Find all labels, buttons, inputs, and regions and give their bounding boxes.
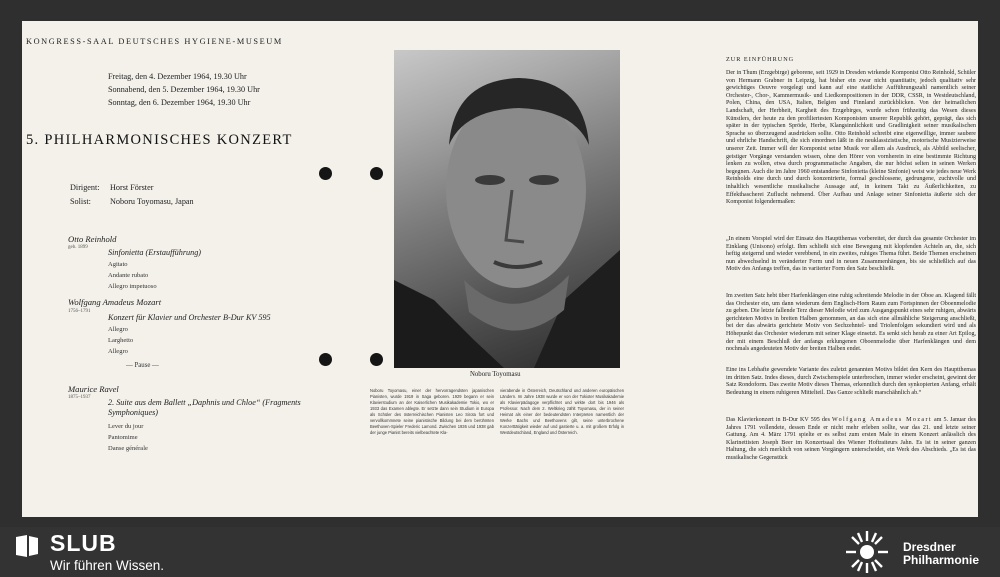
punch-hole (319, 353, 332, 366)
conductor-name: Horst Förster (110, 183, 154, 192)
work-title: 2. Suite aus dem Ballett „Daphnis und Chloe“ (Fragments Symphoniques) (108, 398, 301, 417)
movement: Larghetto (108, 337, 134, 344)
movement: Allegro (108, 326, 128, 333)
punch-hole (370, 353, 383, 366)
composer-years: 1756–1791 (68, 309, 91, 314)
work-title: Konzert für Klavier und Orchester B-Dur KV 595 (108, 313, 271, 322)
intro-text: am 5. Januar des Jahres 1791 vollendete, dessen Ende er nicht mehr erleben sollte, war das 21. und letzte seiner Gattung. Am 4. März 1791 spielte er es selbst zum ersten Male in einem Konzert anlässlich des Klarinettisten Joseph Beer im Konzertsaal des Wiener Hoftraiteurs Jahn. Es ist in seiner ganzen Haltung, die sich merklich von seinen Vorgängern unterscheidet, ein Werk des Abschieds. „Es ist das musikalische Gegenstück (726, 417, 976, 461)
soloist-line (70, 197, 194, 206)
soloist-label: Solist: (70, 197, 91, 206)
movement: Andante rubato (108, 272, 149, 279)
composer-name: Otto Reinhold (68, 234, 117, 244)
intro-paragraph: „In einem Vorspiel wird der Einsatz des Hauptthemas vorbereitet, der durch das gesamte Orchester im Einklang (Unisono) erfolgt. Ihm schließt sich eine Bewegung mit klopfenden Achteln an, die, sich heftig steigernd und wieder verebbend, in ein zweites, ruhiges Thema führt. Beide Themen erscheinen nun abwechselnd in veränderter Form und in neuen Zusammenhängen, bis sie schließlich auf das Motiv des Anfangs treffen, das in variierter Form den Satz beschließt. (726, 236, 976, 273)
dresdner-philharmonie-logo-icon[interactable] (838, 527, 896, 577)
soloist-bio-col1: Noboru Toyomasu, einer der hervorragendsten japanischen Pianisten, wurde 1919 in Saga geboren. 1929 begann er sein Klavierstudium an der Kaiserlichen Musikakademie Tokio, wo er 1933 das Examen ablegte. Er setzte dann sein Studium in Europa als Schüler des österreichischen Pianisten Leo Sirota fort und vervollkommnete seine pianistische Bildung bei dem berühmten Beethoven-Spieler Frederic Lamond. Zwischen 1936 und 1938 gab der junge Pianist bereits vielbeachtete Kla- (370, 388, 494, 435)
slub-logo-icon[interactable] (14, 533, 40, 559)
concert-dates (108, 70, 260, 109)
work-title: Sinfonietta (Erstaufführung) (108, 248, 202, 257)
punch-hole (319, 167, 332, 180)
intro-paragraph: Eine ins Lebhafte gewendete Variante des zuletzt genannten Motivs bildet den Kern des Hauptthemas im dritten Satz. Indes dieses, durch Zwischenspiele unterbrochen, immer wieder erscheint, gewinnt der Satz Rondoform. Das zweite Motiv dieses Themas, erkenntlich durch den synkopierten Anfang, erhält Bedeutung in einem ruhigeren Mittelteil. Das Ganze schließt marschähnlich ab.“ (726, 367, 976, 396)
intro-text: Das Klavierkonzert in B-Dur KV 595 des (726, 417, 830, 423)
movement: Danse générale (108, 445, 148, 452)
soloist-name: Noboru Toyomasu, Japan (110, 197, 194, 206)
intro-paragraph (726, 417, 976, 463)
soloist-portrait (394, 50, 620, 368)
library-name[interactable]: SLUB (50, 530, 117, 556)
movement-list (108, 324, 133, 357)
intro-paragraph: Im zweiten Satz hebt über Harfenklängen eine ruhig schreitende Melodie in der Oboe an. Klagend fällt das Orchester ein, um dann wiederum dem Englisch-Horn Raum zum Fortspinnen der Oboenmelodie zu geben. Die letzte fallende Terz dieser Melodie wird zum Ausgangspunkt eines sehr ruhigen, abwärts gerichteten Motivs in breiten Halben genommen, an das sich eine allmähliche Steigerung anschließt, bei der das abwärts gerichtete Motiv von Sechzehntel- und Triolenfolgen sekundiert wird und als Höhepunkt das Orchester wiederum mit seiner Klage einsetzt. Es senkt sich herab zu einer Art Epilog, der mit einem Beschluß der anfangs erklungenen Oboenmelodie über Harfenklängen und dem nochmals angedeuteten Motiv der breiten Halben endet. (726, 293, 976, 353)
conductor-line (70, 183, 153, 192)
composer-name: Wolfgang Amadeus Mozart (68, 297, 162, 307)
date-line: Sonntag, den 6. Dezember 1964, 19.30 Uhr (108, 98, 251, 107)
orchestra-name-line: Dresdner (903, 540, 956, 554)
composer-emphasis: Wolfgang Amadeus Mozart (832, 417, 932, 423)
composer-years: 1875–1937 (68, 395, 91, 400)
intro-paragraph: Der in Thum (Erzgebirge) geborene, seit 1929 in Dresden wirkende Komponist Otto Reinhold, Schüler von Hermann Grabner in Leipzig, hat bisher ein zwar nicht quantitativ, jedoch qualitativ sehr gewichtiges Oeuvre vorgelegt und kann auf eine stattliche Aufführungszahl namentlich seiner Orchester-, Chor-, Kammermusik- und Liedkompositionen in der DDR, CSSR, in Westdeutschland, Polen, China, den USA, Italien, Belgien und Finnland zurückblicken. Von der heimatlichen Landschaft, der Herbheit, Kargheit des Erzgebirges, wurde schon frühzeitig das Wesen dieses Künstlers, der heute zu den profiliertesten Komponisten unserer Republik gehört, geprägt, das sich später in der typischen Spröde, Herbe, Klangsinnlichkeit und Gradlinigkeit seiner musikalischen Sprache so überzeugend ausdrücken sollte. Otto Reinhold schreibt eine eigenwillige, immer saubere und ehrliche Handschrift, die sich einordnen läßt in die neuklassizistische, motorische Musizierweise unserer Zeit. Immer will der Komponist seine Musik vor allem als Ausdruck, als Abbild seelischer, geistiger Vorgänge verstanden wissen, ohne den Hörer von vornherein in eine bestimmte Richtung lenken zu wollen, etwa durch programmatische Angaben, die nur höchst selten in seinen Werken begegnen. Auch die im Jahre 1960 entstandene Sinfonietta (kleine Sinfonie) weist wie jedes neue Werk Reinholds eine durch und durch konzentrierte, formal geschlossene, gedrungene, zuchtvolle und inhaltlich wesentliche musikalische Aussage auf, in keinem Takt zu Äußerlichkeiten, zu Effekthascherei Zuflucht nehmend. Über Aufbau und Anlage seiner Sinfonietta äußerte sich der Komponist folgendermaßen: (726, 70, 976, 206)
composer-name: Maurice Ravel (68, 384, 119, 394)
movement-list (108, 421, 148, 454)
movement: Allegro impetuoso (108, 283, 157, 290)
movement-list (108, 259, 157, 292)
date-line: Freitag, den 4. Dezember 1964, 19.30 Uhr (108, 72, 247, 81)
library-tagline: Wir führen Wissen. (50, 558, 165, 573)
venue-heading: KONGRESS-SAAL DEUTSCHES HYGIENE-MUSEUM (26, 37, 283, 46)
movement: Allegro (108, 348, 128, 355)
soloist-bio-col2: vierabende in Österreich, Deutschland und anderen europäischen Ländern. Im Jahre 1938 wurde er von der Tokioter Musikakademie als Klavierpädagoge verpflichtet und wirkte dort bis 1946 als Professor. Nach dem 2. Weltkrieg zählt Toyomasu, der in seiner Heimat als einer der bedeutendsten Interpreten namentlich der Werke Bachs und Beethovens gilt, seine unterbrochene Konzerttätigkeit wieder auf und gastierte u. a. mit großem Erfolg in Westdeutschland, England und Österreich. (500, 388, 624, 435)
intro-heading: ZUR EINFÜHRUNG (726, 56, 795, 63)
portrait-caption: Noboru Toyomasu (470, 371, 521, 378)
portrait-illustration (394, 50, 620, 368)
orchestra-name[interactable] (903, 541, 979, 567)
intermission: — Pause — (126, 362, 159, 369)
movement: Agitato (108, 261, 128, 268)
punch-hole (370, 167, 383, 180)
concert-title: 5. PHILHARMONISCHES KONZERT (26, 132, 293, 148)
conductor-label: Dirigent: (70, 183, 100, 192)
orchestra-name-line: Philharmonie (903, 553, 980, 567)
date-line: Sonnabend, den 5. Dezember 1964, 19.30 Uhr (108, 85, 260, 94)
composer-years: geb. 1899 (68, 245, 88, 250)
movement: Pantomime (108, 434, 138, 441)
movement: Lever du jour (108, 423, 144, 430)
